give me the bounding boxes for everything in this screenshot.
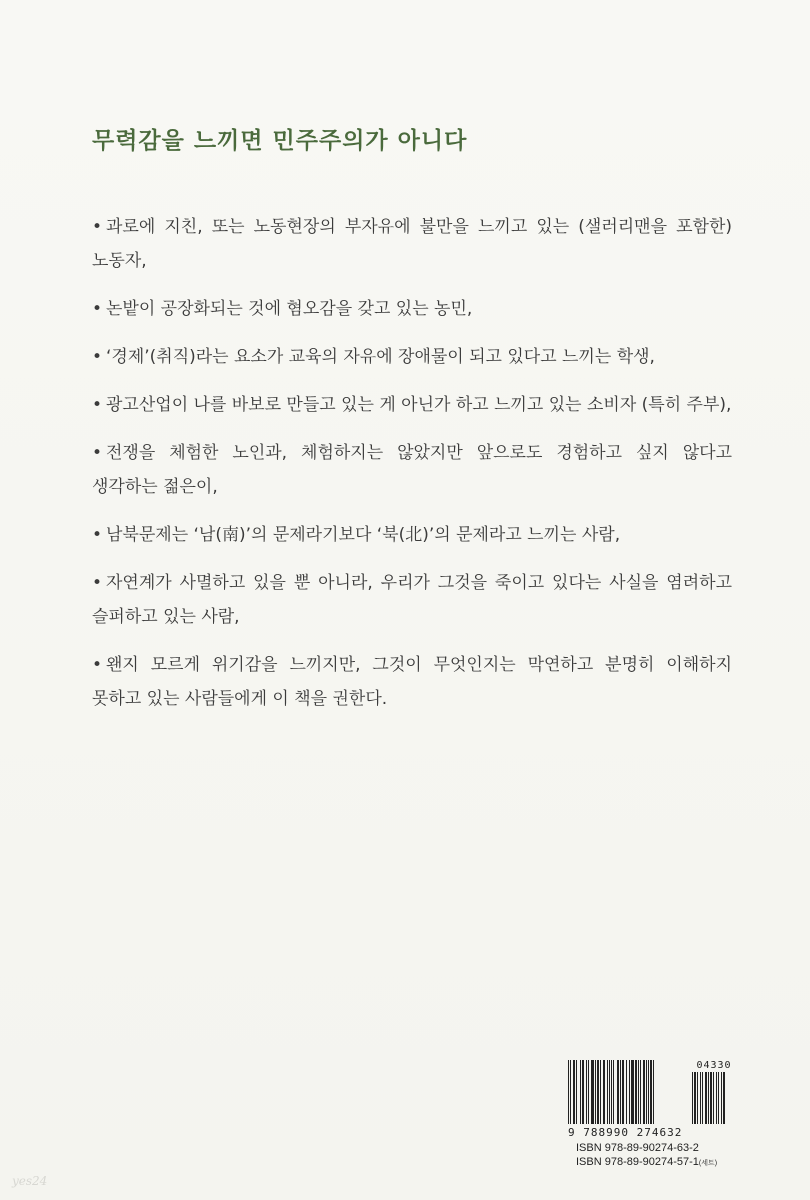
- paragraph-3: • ‘경제’(취직)라는 요소가 교육의 자유에 장애물이 되고 있다고 느끼는 학생,: [92, 340, 732, 374]
- bullet-icon: •: [92, 525, 103, 545]
- barcode-icon: [568, 1060, 686, 1124]
- isbn-text: ISBN 978-89-90274-63-2: [576, 1142, 699, 1154]
- paragraph-5: • 전쟁을 체험한 노인과, 체험하지는 않았지만 앞으로도 경험하고 싶지 않다고 생각하는 젊은이,: [92, 436, 732, 504]
- bullet-icon: •: [92, 347, 103, 367]
- bullet-icon: •: [92, 395, 103, 415]
- isbn-set-note: (세트): [698, 1160, 718, 1167]
- barcode-bar: [653, 1060, 654, 1124]
- paragraph-6: • 남북문제는 ‘남(南)’의 문제라기보다 ‘북(北)’의 문제라고 느끼는 사람,: [92, 518, 732, 552]
- bullet-icon: •: [92, 655, 103, 675]
- bullet-icon: •: [92, 573, 103, 593]
- bullet-icon: •: [92, 217, 103, 237]
- paragraph-2: • 논밭이 공장화되는 것에 혐오감을 갖고 있는 농민,: [92, 292, 732, 326]
- paragraph-8: • 왠지 모르게 위기감을 느끼지만, 그것이 무엇인지는 막연하고 분명히 이해하지 못하고 있는 사람들에게 이 책을 권한다.: [92, 648, 732, 716]
- cover-title: 무력감을 느끼면 민주주의가 아니다: [92, 128, 468, 154]
- barcode-bar: [725, 1072, 726, 1124]
- barcode-addon-icon: [692, 1072, 736, 1124]
- paragraph-4: • 광고산업이 나를 바보로 만들고 있는 게 아닌가 하고 느끼고 있는 소비자 (특히 주부),: [92, 388, 732, 422]
- bullet-icon: •: [92, 299, 103, 319]
- bullet-icon: •: [92, 443, 103, 463]
- recommendation-text: [92, 210, 732, 730]
- isbn-set-text: ISBN 978-89-90274-57-1(세트): [576, 1156, 718, 1168]
- paragraph-7: • 자연계가 사멸하고 있을 뿐 아니라, 우리가 그것을 죽이고 있다는 사실을 염려하고 슬퍼하고 있는 사람,: [92, 566, 732, 634]
- watermark-logo: yes24: [12, 1174, 48, 1188]
- barcode-number: 9 788990 274632: [568, 1126, 683, 1139]
- barcode-addon-number: 04330: [696, 1060, 732, 1071]
- isbn-barcode: [568, 1060, 736, 1170]
- paragraph-1: • 과로에 지친, 또는 노동현장의 부자유에 불만을 느끼고 있는 (샐러리맨을 포함한) 노동자,: [92, 210, 732, 278]
